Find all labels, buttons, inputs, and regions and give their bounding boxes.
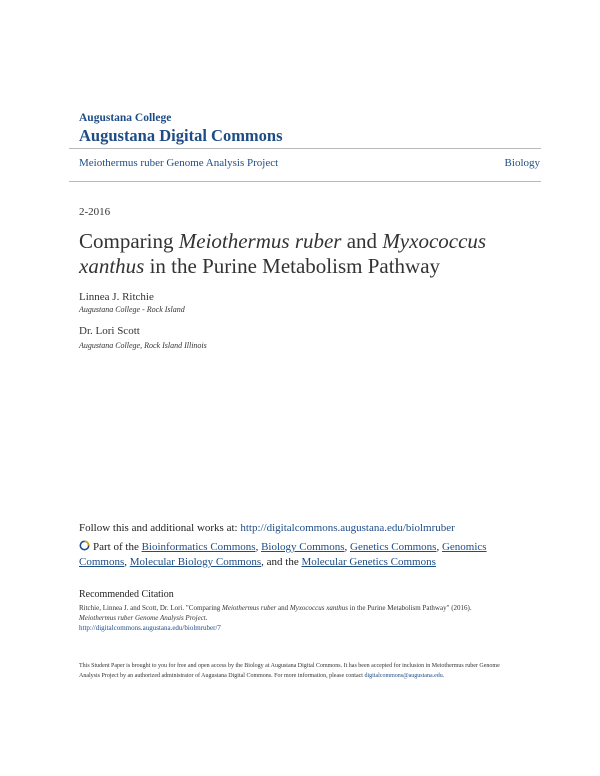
citation-species: Myxococcus xanthus (289, 604, 349, 612)
separator: , (255, 541, 262, 553)
collection-url-link[interactable]: http://digitalcommons.augustana.edu/biolmruber (240, 522, 455, 534)
title-species-1: Meiothermus ruber (178, 229, 342, 253)
notice-end: . (442, 673, 445, 679)
author-name: Linnea J. Ritchie (79, 291, 154, 303)
bottom-divider (69, 181, 541, 182)
notice-text: This Student Paper is brought to you for free and open access by the Biology at Augustana Digital Commons. It has been accepted for inclusion in Meiothermus ruber Genome Analysis Project by an authorized administrator of Augustana Digital Commons. For more information, please contact (79, 663, 500, 679)
department-link[interactable]: Biology (504, 157, 540, 169)
title-text-3: in the Purine Metabolism Pathway (144, 254, 441, 278)
separator: , (344, 541, 350, 553)
digital-commons-link[interactable]: Augustana Digital Commons (79, 126, 283, 145)
separator: , (124, 556, 130, 568)
title-species-2: Myxococcus xanthus (79, 229, 487, 278)
title-text-2: and (341, 229, 383, 253)
top-divider (69, 148, 541, 149)
publication-date: 2-2016 (79, 206, 111, 218)
citation-part: in the Purine Metabolism Pathway" (2016). (348, 604, 472, 612)
author-name: Dr. Lori Scott (79, 325, 140, 337)
author-affiliation: Augustana College, Rock Island Illinois (79, 341, 207, 350)
discipline-link-genomics[interactable]: Genomics Commons (79, 541, 487, 568)
separator: , (436, 541, 442, 553)
citation-url-link[interactable]: http://digitalcommons.augustana.edu/biolmruber/7 (79, 624, 221, 632)
citation-text (79, 603, 519, 633)
contact-email-link[interactable]: digitalcommons@augustana.edu (364, 673, 443, 679)
citation-part: and (276, 604, 290, 612)
citation-part: Ritchie, Linnea J. and Scott, Dr. Lori. "Comparing (79, 604, 223, 612)
author-affiliation: Augustana College - Rock Island (79, 305, 185, 314)
access-notice (79, 661, 519, 681)
citation-species: Meiothermus ruber (222, 604, 277, 612)
separator: , and the (261, 556, 302, 568)
open-access-icon (79, 540, 90, 551)
part-of-prefix: Part of the (93, 541, 142, 553)
discipline-link-genetics[interactable]: Genetics Commons (350, 541, 437, 553)
discipline-link-molecular-biology[interactable]: Molecular Biology Commons (129, 556, 262, 568)
follow-line (79, 522, 455, 534)
part-of-disciplines (79, 540, 519, 570)
paper-title (79, 229, 519, 279)
institution-header (79, 112, 283, 146)
discipline-link-bioinformatics[interactable]: Bioinformatics Commons (141, 541, 256, 553)
follow-prefix: Follow this and additional works at: (79, 522, 241, 534)
title-text-1: Comparing (79, 229, 179, 253)
discipline-link-biology[interactable]: Biology Commons (261, 541, 345, 553)
recommended-citation-heading: Recommended Citation (79, 589, 174, 600)
discipline-link-molecular-genetics[interactable]: Molecular Genetics Commons (301, 556, 436, 568)
college-link[interactable]: Augustana College (79, 112, 172, 124)
series-link[interactable]: Meiothermus ruber Genome Analysis Project (79, 157, 279, 169)
citation-series: Meiothermus ruber Genome Analysis Project. (79, 614, 208, 622)
